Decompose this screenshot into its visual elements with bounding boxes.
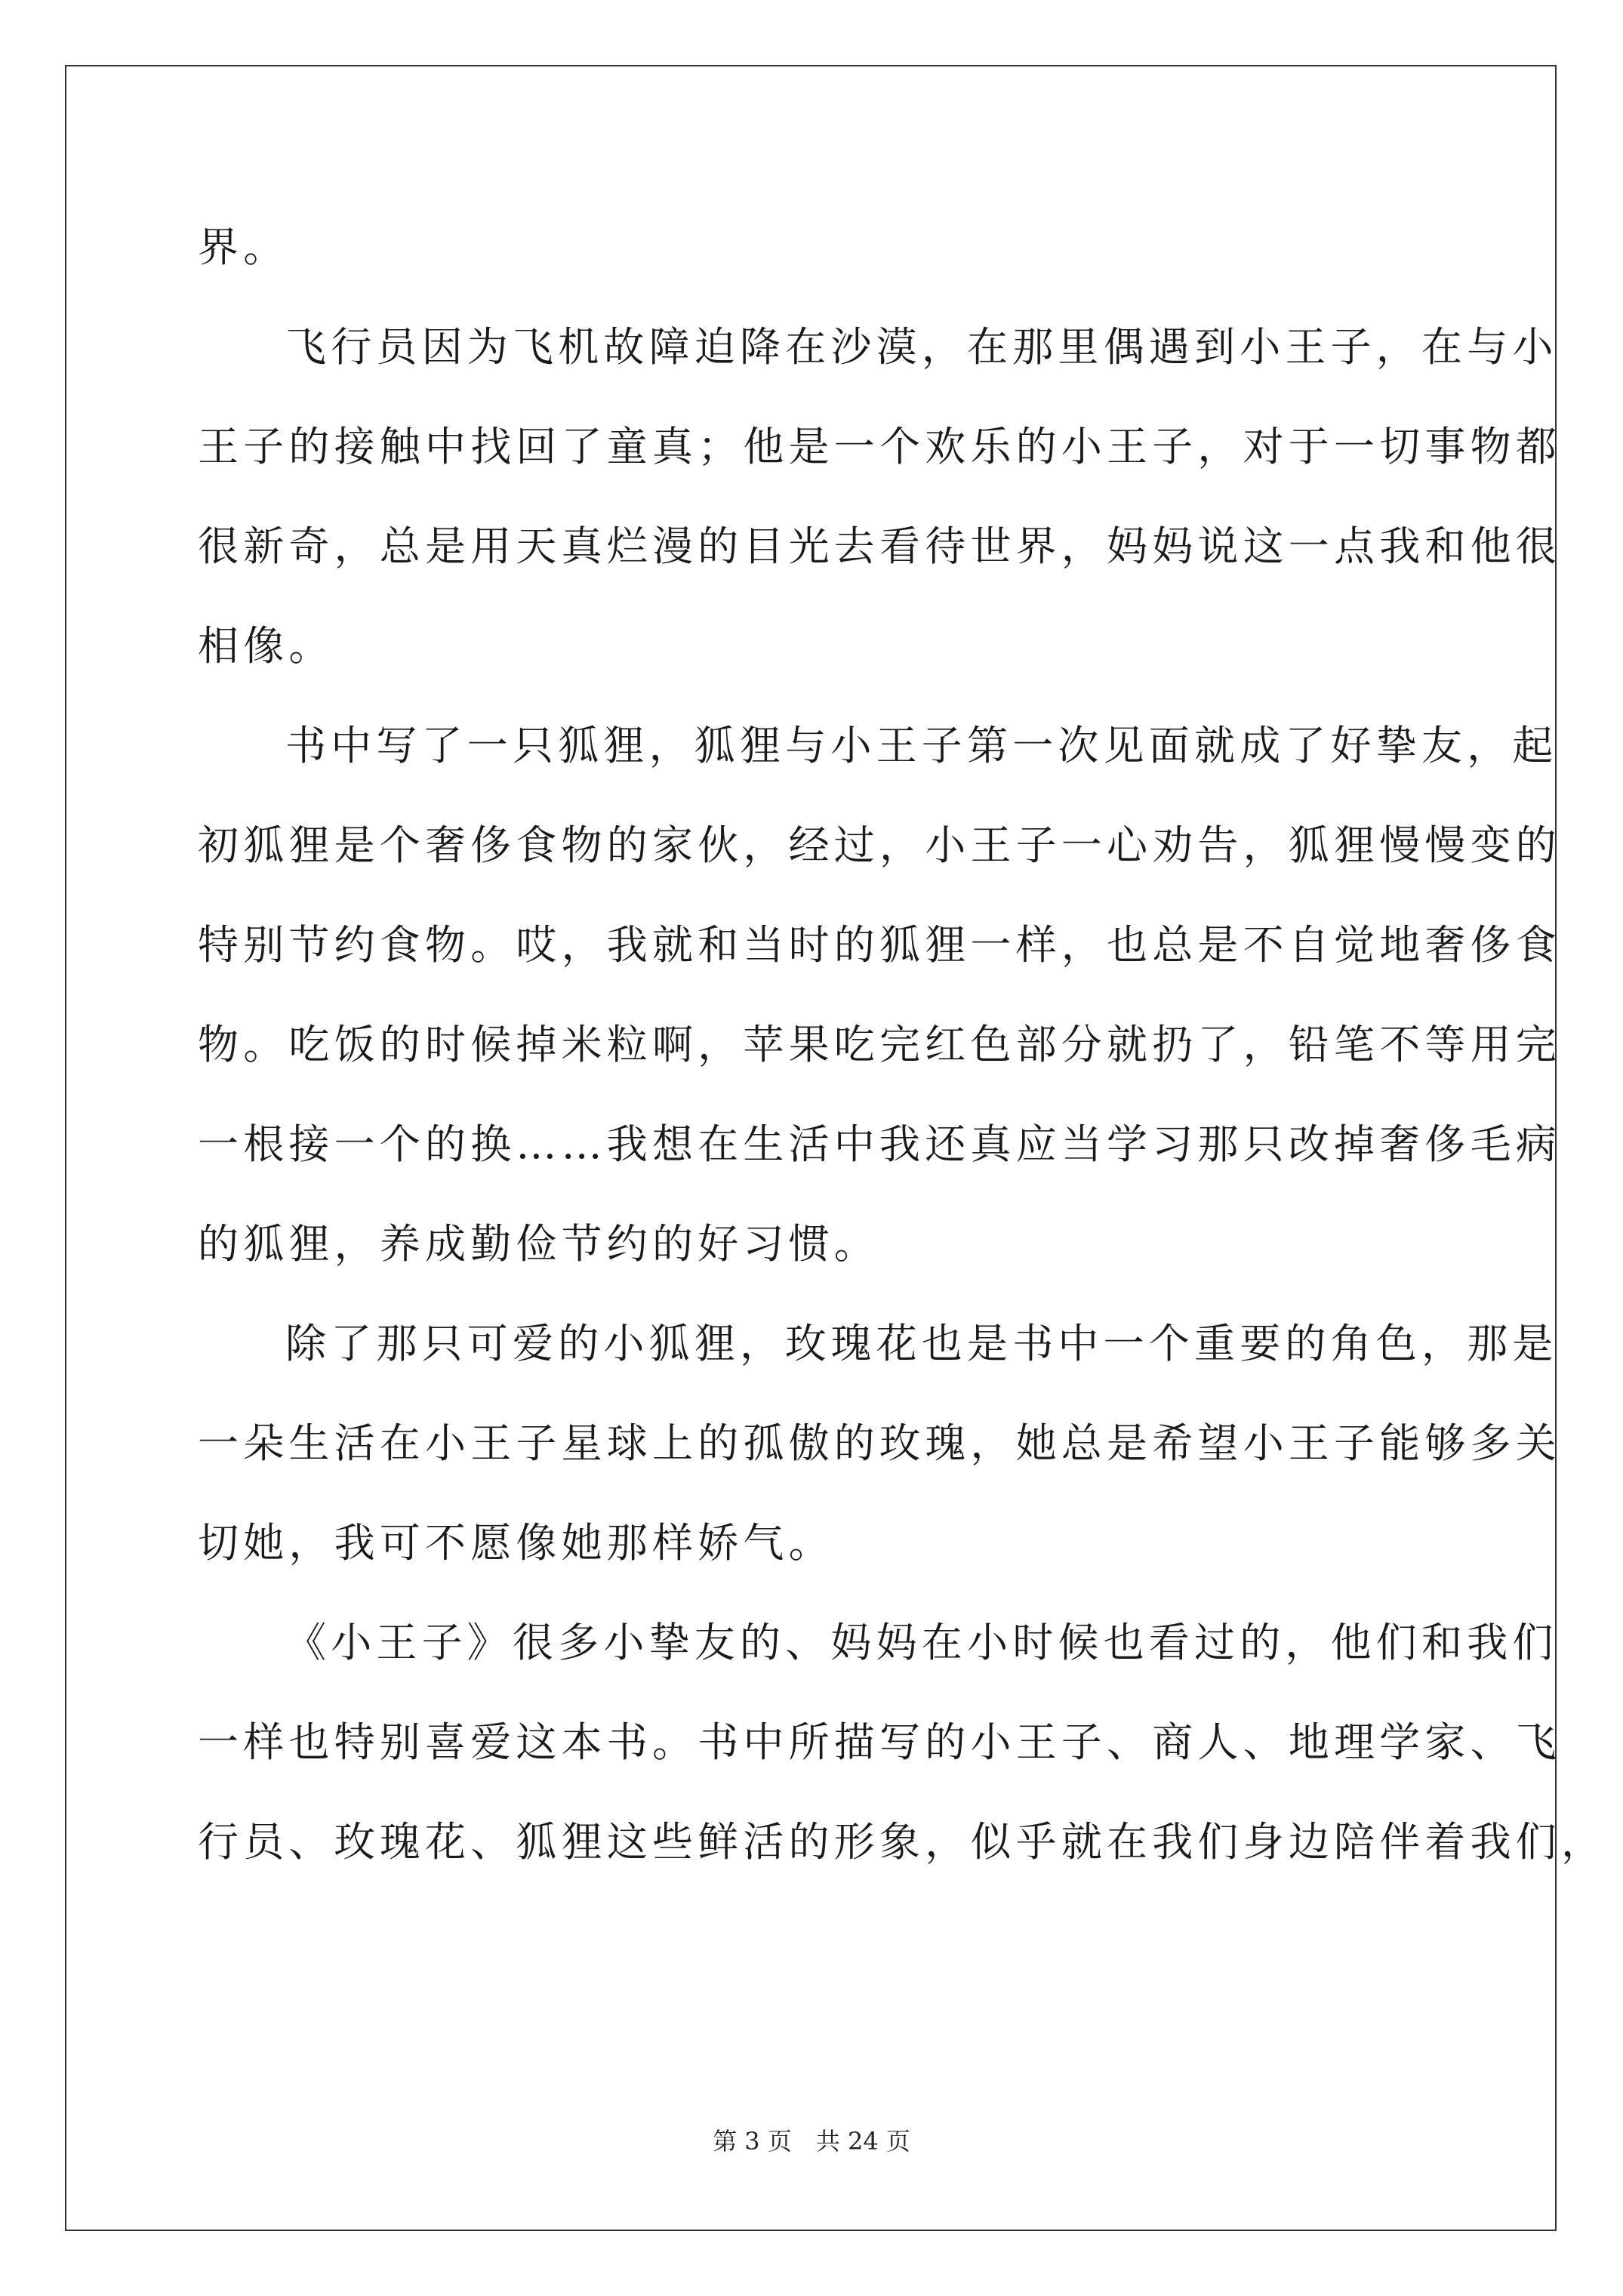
text-line: 的狐狸，养成勤俭节约的好习惯。 — [198, 1220, 879, 1268]
document-body — [198, 213, 1607, 1907]
text-line: 《小王子》很多小挚友的、妈妈在小时候也看过的，他们和我们 — [285, 1619, 1558, 1666]
text-line: 书中写了一只狐狸，狐狸与小王子第一次见面就成了好挚友，起 — [285, 722, 1558, 769]
text-line: 相像。 — [198, 622, 334, 670]
text-line: 飞行员因为飞机故障迫降在沙漠，在那里偶遇到小王子，在与小 — [285, 323, 1558, 371]
text-line: 界。 — [198, 223, 289, 271]
text-line: 王子的接触中找回了童真；他是一个欢乐的小王子，对于一切事物都 — [198, 423, 1561, 470]
text-line: 物。吃饭的时候掉米粒啊，苹果吃完红色部分就扔了，铅笔不等用完 — [198, 1021, 1561, 1068]
text-line: 一样也特别喜爱这本书。书中所描写的小王子、商人、地理学家、飞 — [198, 1718, 1561, 1766]
text-line: 行员、玫瑰花、狐狸这些鲜活的形象，似乎就在我们身边陪伴着我们， — [198, 1818, 1607, 1866]
text-line: 特别节约食物。哎，我就和当时的狐狸一样，也总是不自觉地奢侈食 — [198, 921, 1561, 969]
text-line: 除了那只可爱的小狐狸，玫瑰花也是书中一个重要的角色，那是 — [285, 1320, 1558, 1367]
page-number: 第 3 页 共 24 页 — [713, 2127, 910, 2156]
text-line: 切她，我可不愿像她那样娇气。 — [198, 1519, 834, 1567]
text-line: 初狐狸是个奢侈食物的家伙，经过，小王子一心劝告，狐狸慢慢变的 — [198, 821, 1561, 869]
text-line: 很新奇，总是用天真烂漫的目光去看待世界，妈妈说这一点我和他很 — [198, 522, 1561, 570]
text-line: 一朵生活在小王子星球上的孤傲的玫瑰，她总是希望小王子能够多关 — [198, 1419, 1561, 1467]
text-line: 一根接一个的换……我想在生活中我还真应当学习那只改掉奢侈毛病 — [198, 1120, 1561, 1168]
